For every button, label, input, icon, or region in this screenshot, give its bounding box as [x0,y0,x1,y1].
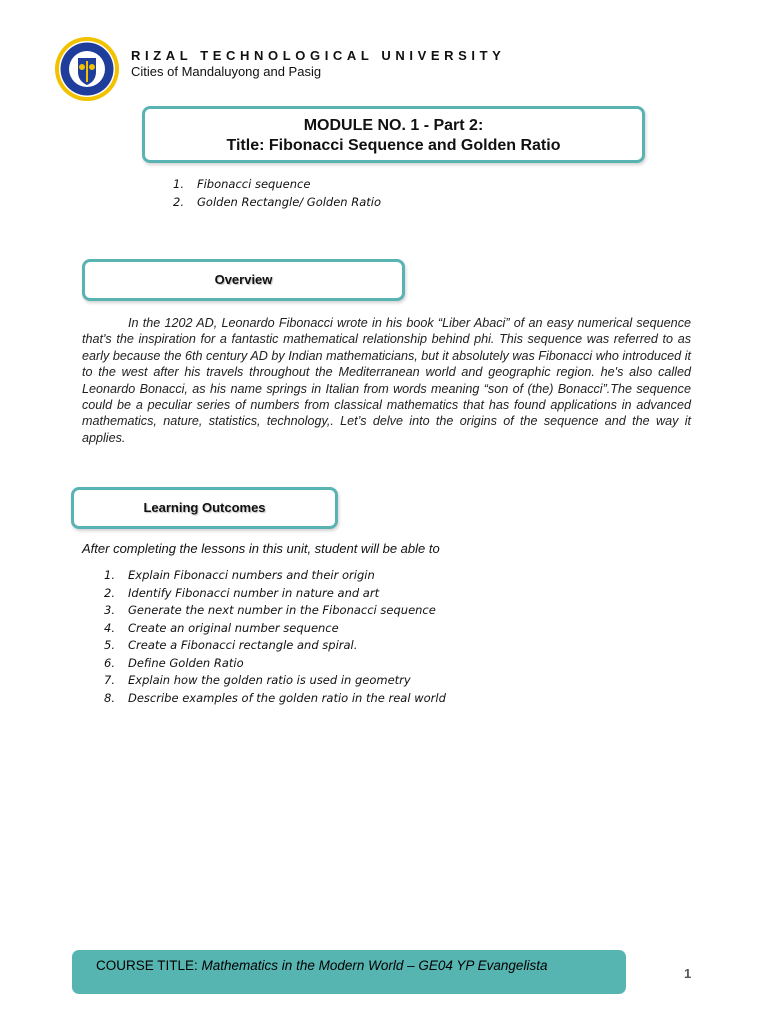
topic-list [173,175,381,211]
list-item: 7. Explain how the golden ratio is used in geometry [104,673,411,687]
list-item: 8. Describe examples of the golden ratio in the real world [104,690,446,705]
list-item: 2. Golden Rectangle/ Golden Ratio [173,195,382,209]
course-title-value: Mathematics in the Modern World – GE04 YP Evangelista [201,958,548,973]
course-title-bar [72,950,626,994]
list-item: 5. Create a Fibonacci rectangle and spiral. [104,638,358,652]
university-seal-icon [54,36,120,102]
list-item: 6. Define Golden Ratio [104,655,244,670]
list-item: 4. Create an original number sequence [104,620,339,635]
outcome-list [104,567,446,707]
overview-heading-box [82,259,405,301]
module-title: Title: Fibonacci Sequence and Golden Ratio [226,137,561,154]
module-number: MODULE NO. 1 - Part 2: [303,117,484,134]
university-campuses: Cities of Mandaluyong and Pasig [131,64,322,79]
learning-intro: After completing the lessons in this unit, student will be able to [82,541,440,556]
list-item: 1. Explain Fibonacci numbers and their origin [104,568,375,582]
course-title-label: COURSE TITLE: [96,958,202,973]
page-number: 1 [684,966,692,981]
learning-outcomes-heading: Learning Outcomes [143,500,266,515]
university-name: RIZAL TECHNOLOGICAL UNIVERSITY [131,48,506,63]
overview-heading: Overview [214,272,273,287]
list-item: 3. Generate the next number in the Fibonacci sequence [104,603,436,617]
module-title-box [142,106,645,163]
list-item: 2. Identify Fibonacci number in nature and art [104,585,380,600]
overview-paragraph: In the 1202 AD, Leonardo Fibonacci wrote in his book “Liber Abaci” of an easy numerical sequence that's the inspiration for a fantastic mathematical relationship behind phi. This sequence was referred to as early because the 6th century AD by Indian mathematicians, but it absolutely was Fibonacci who introduced it to the west after his travels throughout the Mediterranean world and geographic region. he's also called Leonardo Bonacci, as his name springs in Italian from words meaning “son of (the) Bonacci”.The sequence could be a peculiar series of numbers from classical mathematics that has found applications in advanced mathematics, nature, statistics, technology,. Let’s delve into the origins of the sequence and the way it applies. [82,316,691,445]
learning-outcomes-heading-box [71,487,338,529]
list-item: 1. Fibonacci sequence [173,177,311,191]
